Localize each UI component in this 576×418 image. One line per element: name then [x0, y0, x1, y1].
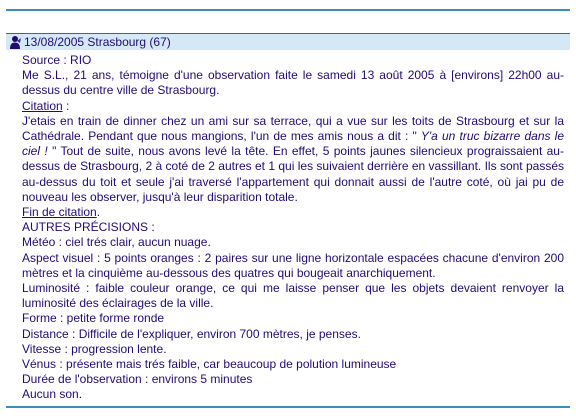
citation-text — [22, 114, 564, 205]
detail-meteo: Météo : ciel trés clair, aucun nuage. — [22, 235, 211, 250]
end-citation — [22, 205, 564, 220]
detail-son: Aucun son. — [22, 387, 83, 402]
citation-colon: : — [62, 98, 70, 113]
report-title: 13/08/2005 Strasbourg (67) — [24, 35, 171, 49]
end-citation-dot: . — [96, 205, 101, 220]
citation-part2: " Tout de suite, nous avons levé la tête. En effet, 5 points jaunes silencieux prograissaient au-dessus de Strasbourg, 2 à coté de 2 autres et 1 qui les suivaient derrière en vassillant. Ils sont passés au-dessus du toit et seule j'ai traversé l'appartement qui donnait aussi de l'autre coté, où jai pu de nouveau les observer, jusqu'à leur disparition totale. — [22, 144, 564, 204]
detail-venus: Vénus : présente mais trés faible, car beaucoup de polution lumineuse — [22, 357, 397, 372]
citation-heading — [22, 99, 564, 114]
detail-forme: Forme : petite forme ronde — [22, 311, 165, 326]
report-body — [22, 53, 564, 403]
citation-label: Citation — [22, 98, 63, 113]
end-citation-label: Fin de citation — [22, 205, 97, 220]
citation-quote: Y'a un truc bizarre dans le ciel ! — [22, 129, 565, 159]
source-line: Source : RIO — [22, 53, 92, 67]
detail-vitesse: Vitesse : progression lente. — [22, 341, 167, 356]
detail-aspect: Aspect visuel : 5 points oranges : 2 paires sur une ligne horizontale espacées chacune d'environ 200 mètres et la cinquième au-dessous des quatres qui bougeait anarchiquement. — [22, 250, 564, 280]
top-divider — [6, 9, 570, 11]
report-header — [6, 33, 570, 50]
citation-part1: J'etais en train de dinner chez un ami sur sa terrace, qui a vue sur les toits de Strasbourg et sur la Cathédrale. Pendant que nous mangions, l'un de mes amis nous a dit : " — [22, 113, 564, 144]
intro-paragraph: Me S.L., 21 ans, témoigne d'une observation faite le samedi 13 août 2005 à [environs] 22h00 au-dessus du centre ville de Strasbourg. — [22, 68, 564, 98]
detail-distance: Distance : Difficile de l'expliquer, environ 700 mètres, je penses. — [22, 326, 361, 341]
bottom-divider — [6, 406, 570, 408]
detail-luminosite: Luminosité : faible couleur orange, ce qui me laisse penser que les objets devaient renvoyer la luminosité des éclairages de la ville. — [22, 281, 564, 311]
details-heading: AUTRES PRÉCISIONS : — [22, 220, 155, 235]
detail-duree: Durée de l'observation : environs 5 minutes — [22, 372, 253, 387]
person-icon — [8, 35, 22, 50]
